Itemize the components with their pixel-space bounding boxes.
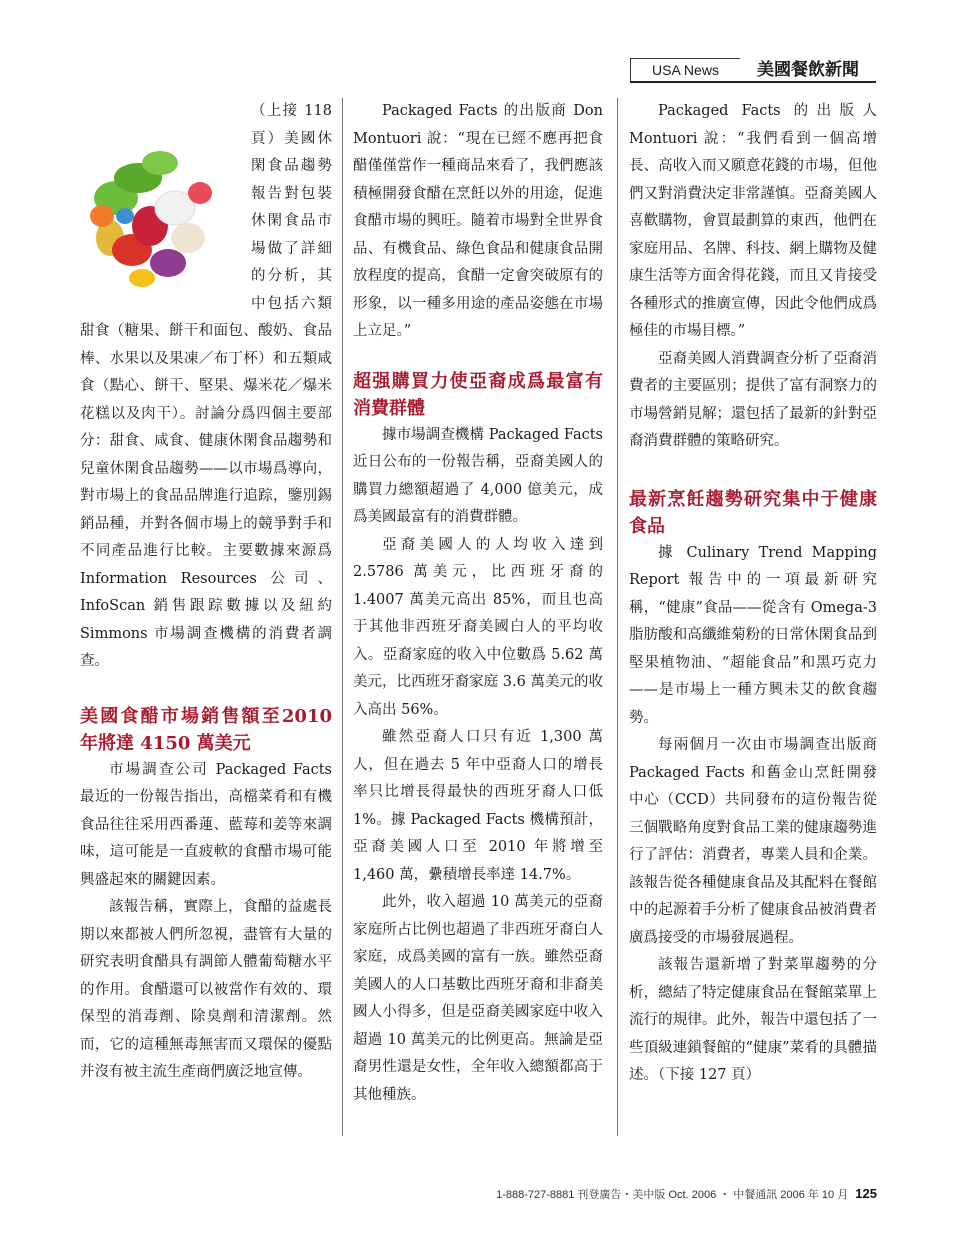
page-footer	[462, 1186, 877, 1202]
col3-paragraph-4: 每兩個月一次由市場調查出版商 Packaged Facts 和舊金山烹飪開發中心（CCD）共同發布的這份報告從三個戰略角度對食品工業的健康趨勢進行了評估：消費者，專業人員和企業。該報告從各種健康食品及其配料在餐館中的起源着手分析了健康食品被消費者廣爲接受的市場發展過程。	[629, 737, 877, 946]
col3-paragraph-2: 亞裔美國人消費調查分析了亞裔消費者的主要區別；提供了富有洞察力的市場營銷見解；還包括了最新的針對亞裔消費群體的策略研究。	[629, 350, 877, 449]
column-1	[80, 98, 332, 1087]
page-number: 125	[855, 1186, 877, 1201]
section-header	[630, 58, 876, 82]
col3-heading: 最新烹飪趨勢研究集中于健康食品	[629, 488, 877, 537]
gummy-candy-image	[80, 138, 245, 288]
footer-text: 1-888-727-8881 刊登廣告・美中版 Oct. 2006 ・ 中餐通訊 2006 年 10 月	[496, 1189, 849, 1201]
section-label-cn: 美國餐飲新聞	[757, 60, 859, 80]
col2-paragraph-2: 據市場調查機構 Packaged Facts 近日公布的一份報告稱，亞裔美國人的購買力總額超過了 4,000 億美元，成爲美國最富有的消費群體。	[353, 426, 603, 525]
section-label-en: USA News	[630, 58, 740, 82]
col2-heading: 超强購買力使亞裔成爲最富有消費群體	[353, 370, 603, 419]
col3-paragraph-1: Packaged Facts 的出版人 Montuori 說：“我們看到一個高增長、高收入而又願意花錢的市場，但他們又對消費決定非常謹慎。亞裔美國人喜歡購物，會買最劃算的東西，他們在家庭用品、名牌、科技、網上購物及健康生活等方面舍得花錢，而且又肯接受各種形式的推廣宣傳，因此令他們成爲極佳的市場目標。”	[629, 103, 877, 339]
column-divider	[342, 98, 343, 1136]
column-3	[629, 98, 877, 1090]
col3-paragraph-5: 該報告還新增了對菜單趨勢的分析，總結了特定健康食品在餐館菜單上流行的規律。此外，報告中還包括了一些頂級連鎖餐館的“健康”菜肴的具體描述。（下接 127 頁）	[629, 957, 877, 1083]
col2-paragraph-1: Packaged Facts 的出版商 Don Montuori 說：“現在已經不應再把食醋僅僅當作一種商品來看了，我們應該積極開發食醋在烹飪以外的用途，促進食醋市場的興旺。隨着市場對全世界食品、有機食品、綠色食品和健康食品開放程度的提高，食醋一定會突破原有的形象，以一種多用途的產品姿態在市場上立足。”	[353, 103, 603, 339]
col2-paragraph-4: 雖然亞裔人口只有近 1,300 萬人，但在過去 5 年中亞裔人口的增長率只比增長得最快的西班牙裔人口低 1%。據 Packaged Facts 機構預計，亞裔美國人口至 2010 年將增至 1,460 萬，纍積增長率達 14.7%。	[353, 729, 603, 883]
col2-paragraph-3: 亞裔美國人的人均收入達到 2.5786 萬美元，比西班牙裔的 1.4007 萬美元高出 85%，而且也高于其他非西班牙裔美國白人的平均收入。亞裔家庭的收入中位數爲 5.62 萬美元，比西班牙裔家庭 3.6 萬美元的收入高出 56%。	[353, 536, 603, 718]
col2-paragraph-5: 此外，收入超過 10 萬美元的亞裔家庭所占比例也超過了非西班牙裔白人家庭，成爲美國的富有一族。雖然亞裔美國人的人口基數比西班牙裔和非裔美國人小得多，但是亞裔美國家庭中收入超過 10 萬美元的比例更高。無論是亞裔男性還是女性，全年收入總額都高于其他種族。	[353, 894, 603, 1103]
header-rule	[630, 81, 876, 83]
col1-paragraph-2: 市場調查公司 Packaged Facts 最近的一份報告指出，高檔菜肴和有機食品往往采用西番蓮、藍莓和姜等來調味，這可能是一直疲軟的食醋市場可能興盛起來的關鍵因素。	[80, 761, 332, 888]
col3-paragraph-3: 據 Culinary Trend Mapping Report 報告中的一項最新研究稱，“健康”食品——從含有 Omega-3 脂肪酸和高纖維菊粉的日常休閑食品到堅果植物油、“超能食品”和黑巧克力——是市場上一種方興未艾的飲食趨勢。	[629, 544, 877, 726]
col1-heading: 美國食醋市場銷售額至2010 年將達 4150 萬美元	[80, 705, 332, 754]
col1-paragraph-1: （上接 118 頁）美國休閑食品趨勢報告對包裝休閑食品市場做了詳細的分析，其中包括六類甜食（糖果、餅干和面包、酸奶、食品棒、水果以及果凍／布丁杯）和五類咸食（點心、餅干、堅果、爆米花／爆米花糕以及肉干）。討論分爲四個主要部分：甜食、咸食、健康休閑食品趨勢和兒童休閑食品趨勢——以市場爲導向，對市場上的食品品牌進行追踪，鑒別錫銷品種，并對各個市場上的競爭對手和不同產品進行比較。主要數據來源爲 Information Resources 公司、InfoScan 銷售跟踪數據以及紐約 Simmons 市場調查機構的消費者調查。	[80, 103, 332, 669]
column-divider	[617, 98, 618, 1136]
column-2	[353, 98, 603, 1109]
col1-paragraph-3: 該報告稱，實際上，食醋的益處長期以來都被人們所忽視，盡管有大量的研究表明食醋具有調節人體葡萄糖水平的作用。食醋還可以被當作有效的、環保型的消毒劑、除臭劑和清潔劑。然而，它的這種無毒無害而又環保的優點并沒有被主流生產商們廣泛地宣傳。	[80, 899, 332, 1080]
